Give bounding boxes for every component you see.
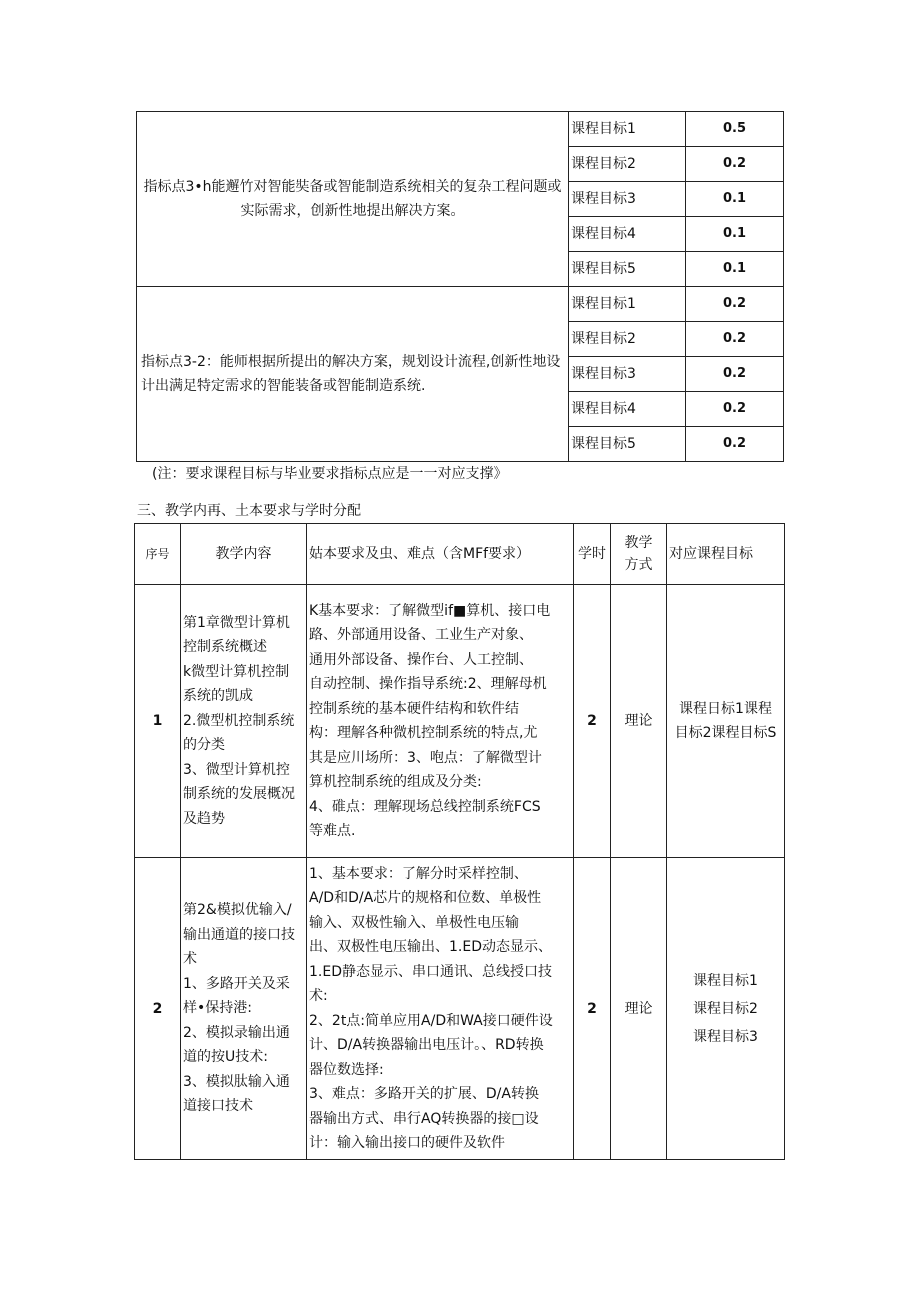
table-row bbox=[137, 287, 784, 322]
course-goal-cell: 课程目标2 bbox=[569, 147, 686, 182]
content-line: 3、微型计算机控 bbox=[183, 761, 290, 778]
table-header-row bbox=[135, 524, 785, 585]
hours-cell: 2 bbox=[574, 585, 611, 858]
requirement-line: 计：输入输出接口的硬件及软件 bbox=[309, 1135, 505, 1151]
weight-cell: 0.1 bbox=[686, 252, 784, 287]
course-goal-cell: 课程目标1 bbox=[569, 287, 686, 322]
goal-line: 课程日标1课程 bbox=[679, 701, 772, 717]
goal-line: 课程目标3 bbox=[693, 1028, 758, 1045]
goals-cell bbox=[667, 858, 785, 1160]
content-line: 系统的凯成 bbox=[183, 688, 253, 705]
header-method bbox=[611, 524, 667, 585]
table-note: (注：要求课程目标与毕业要求指标点应是一一对应支撑》 bbox=[152, 466, 508, 482]
hours-cell: 2 bbox=[574, 858, 611, 1160]
course-goal-cell: 课程目标3 bbox=[569, 357, 686, 392]
seq-cell: 2 bbox=[135, 858, 181, 1160]
content-line: 1、多路开关及采 bbox=[183, 975, 290, 992]
weight-cell: 0.2 bbox=[686, 392, 784, 427]
course-goal-cell: 课程目标2 bbox=[569, 322, 686, 357]
content-line: 的分类 bbox=[183, 737, 225, 754]
header-method-line: 方式 bbox=[624, 557, 653, 573]
content-line: 样•保持港: bbox=[183, 1000, 252, 1017]
course-goal-cell: 课程目标5 bbox=[569, 252, 686, 287]
indicator-3-1: 指标点3•h能邂竹对智能奘备或智能制造系统相关的复杂工程问题或实际需求，创新性地提出解决方案。 bbox=[137, 112, 569, 287]
header-hours: 学时 bbox=[574, 524, 611, 585]
weight-cell: 0.1 bbox=[686, 182, 784, 217]
content-line: 术 bbox=[183, 951, 197, 968]
content-line: 及趋势 bbox=[183, 810, 225, 827]
requirement-line: A/D和D/A芯片的规格和位数、单极性 bbox=[309, 890, 542, 906]
weight-cell: 0.2 bbox=[686, 357, 784, 392]
course-goal-cell: 课程目标3 bbox=[569, 182, 686, 217]
requirement-line: 算机控制系统的组成及分类: bbox=[309, 774, 482, 790]
content-line: 第2&模拟优输入/ bbox=[183, 902, 292, 919]
requirement-line: 控制系统的基本硬件结构和软件结 bbox=[309, 700, 519, 717]
goal-line: 课程目标2 bbox=[693, 1000, 758, 1017]
content-line: k微型计算机控制 bbox=[183, 663, 290, 680]
requirement-line: 输入、双极性输入、单极性电压输 bbox=[309, 914, 519, 931]
table-row bbox=[137, 112, 784, 147]
requirement-line: 出、双极性电压输出、1.ED动态显示、 bbox=[309, 939, 552, 955]
weight-cell: 0.1 bbox=[686, 217, 784, 252]
requirement-line: 通用外部设备、操作台、人工控制、 bbox=[309, 651, 533, 668]
requirements-cell bbox=[307, 858, 574, 1160]
weight-cell: 0.5 bbox=[686, 112, 784, 147]
course-goal-cell: 课程目标4 bbox=[569, 392, 686, 427]
header-goals: 对应课程目标 bbox=[667, 524, 785, 585]
teaching-content-table bbox=[134, 523, 785, 1160]
requirement-line: 等难点. bbox=[309, 823, 356, 839]
requirement-line: 器位数选择: bbox=[309, 1061, 384, 1078]
weight-cell: 0.2 bbox=[686, 287, 784, 322]
goal-line: 目标2课程目标S bbox=[674, 725, 777, 741]
requirement-line: 1.ED静态显示、串口通讯、总线授口技 bbox=[309, 963, 552, 980]
course-goal-cell: 课程目标5 bbox=[569, 427, 686, 462]
requirement-line: 路、外部通用设备、工业生产对象、 bbox=[309, 627, 533, 643]
requirement-line: 其是应川场所：3、咆点：了解微型计 bbox=[309, 749, 542, 766]
content-line: 控制系统概述 bbox=[183, 639, 267, 656]
header-seq: 序号 bbox=[135, 524, 181, 585]
content-line: 2、模拟录输出通 bbox=[183, 1024, 290, 1041]
method-cell: 理论 bbox=[611, 858, 667, 1160]
seq-cell: 1 bbox=[135, 585, 181, 858]
header-content: 教学内容 bbox=[181, 524, 307, 585]
goals-cell bbox=[667, 585, 785, 858]
requirement-line: 3、难点：多路开关的扩展、D/A转换 bbox=[309, 1086, 539, 1102]
table-row bbox=[135, 858, 785, 1160]
course-goal-cell: 课程目标1 bbox=[569, 112, 686, 147]
content-line: 2.微型机控制系统 bbox=[183, 712, 295, 729]
header-method-line: 教学 bbox=[624, 535, 653, 551]
content-line: 输出通道的接口技 bbox=[183, 926, 295, 943]
requirement-line: 1、基本要求：了解分时采样控制、 bbox=[309, 865, 528, 882]
weight-cell: 0.2 bbox=[686, 427, 784, 462]
section-title: 三、教学内再、土本要求与学时分配 bbox=[137, 503, 361, 519]
weight-cell: 0.2 bbox=[686, 322, 784, 357]
content-cell bbox=[181, 858, 307, 1160]
requirement-line: 4、碓点：理解现场总线控制系统FCS bbox=[309, 798, 541, 815]
content-line: 3、模拟肽输入通 bbox=[183, 1073, 290, 1090]
requirement-line: K基本要求：了解微型if■算机、接口电 bbox=[309, 602, 551, 619]
requirement-line: 计、D/A转换器输出电压计。、RD转换 bbox=[309, 1037, 544, 1053]
content-line: 制系统的发展概况 bbox=[183, 786, 295, 803]
requirement-line: 器输出方式、串行AQ转换器的接□设 bbox=[309, 1110, 539, 1127]
course-goal-cell: 课程目标4 bbox=[569, 217, 686, 252]
content-line: 道接口技术 bbox=[183, 1098, 253, 1115]
content-cell bbox=[181, 585, 307, 858]
requirement-line: 2、2t点:简单应用A/D和WA接口硬件设 bbox=[309, 1012, 553, 1029]
requirements-cell bbox=[307, 585, 574, 858]
indicator-mapping-table bbox=[136, 111, 784, 462]
indicator-3-2: 指标点3-2：能师根据所提出的解决方案，规划设计流程,创新性地设计出满足特定需求的智能装备或智能制造系统. bbox=[137, 287, 569, 462]
requirement-line: 构：理解各种微机控制系统的特点,尤 bbox=[309, 725, 538, 741]
content-line: 第1章微型计算机 bbox=[183, 614, 290, 631]
header-requirements: 姑本要求及虫、难点（含MFf要求） bbox=[307, 524, 574, 585]
content-line: 道的按U技术: bbox=[183, 1049, 268, 1066]
method-cell: 理论 bbox=[611, 585, 667, 858]
weight-cell: 0.2 bbox=[686, 147, 784, 182]
requirement-line: 术: bbox=[309, 988, 328, 1004]
table-row bbox=[135, 585, 785, 858]
requirement-line: 自动控制、操作指导系统:2、理解母机 bbox=[309, 676, 547, 692]
goal-line: 课程目标1 bbox=[693, 972, 758, 989]
